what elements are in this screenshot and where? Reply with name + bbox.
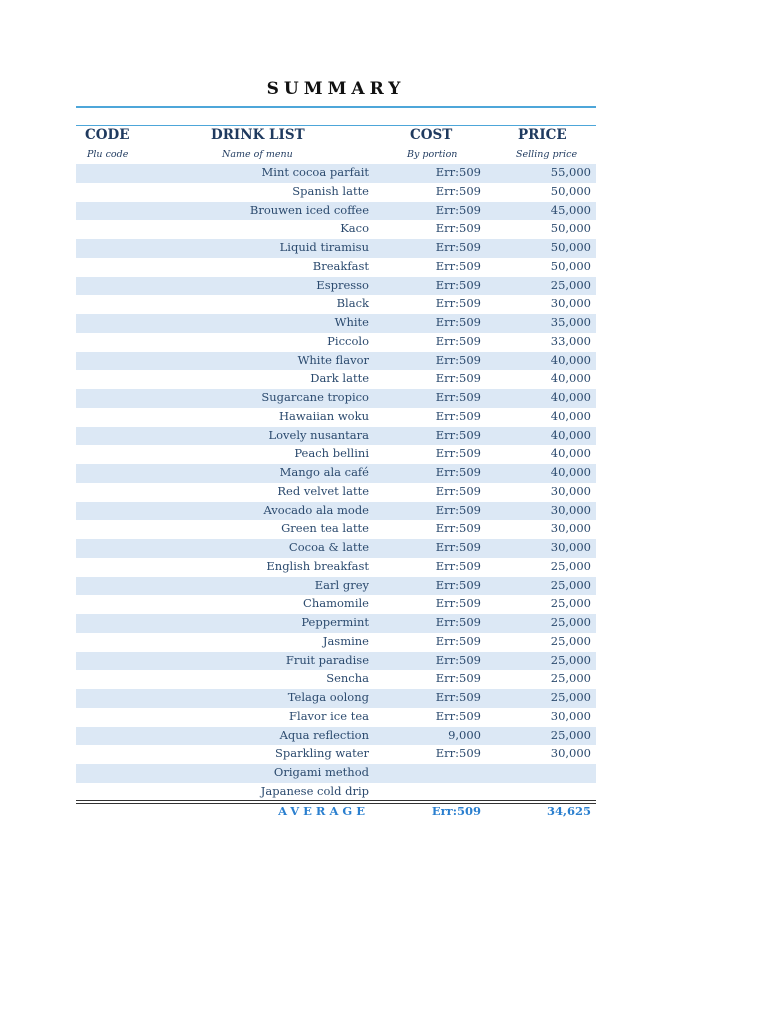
drink-cost: 9,000 bbox=[448, 727, 481, 742]
table-row bbox=[76, 277, 596, 296]
table-row bbox=[76, 202, 596, 221]
drink-price: 35,000 bbox=[550, 315, 591, 329]
subheader-drink: Name of menu bbox=[222, 149, 293, 160]
drink-name: Origami method bbox=[273, 765, 369, 779]
drink-cost: Err:509 bbox=[435, 333, 481, 348]
drink-cost: Err:509 bbox=[435, 446, 481, 461]
table-header bbox=[76, 127, 596, 163]
drink-name: Chamomile bbox=[303, 596, 369, 611]
drink-name: Aqua reflection bbox=[279, 727, 369, 742]
drink-name: Flavor ice tea bbox=[289, 708, 369, 723]
drink-name: Peach bellini bbox=[294, 446, 369, 461]
table-row bbox=[76, 352, 596, 371]
drink-cost: Err:509 bbox=[435, 427, 481, 442]
drink-price: 45,000 bbox=[550, 202, 591, 217]
table-row bbox=[76, 220, 596, 239]
table-row bbox=[76, 408, 596, 427]
drink-name: Sugarcane tropico bbox=[261, 390, 369, 404]
drink-table-body bbox=[76, 164, 596, 802]
drink-name: Brouwen iced coffee bbox=[249, 202, 369, 217]
subheader-price: Selling price bbox=[516, 149, 578, 160]
drink-price: 50,000 bbox=[550, 221, 591, 236]
average-price: 34,625 bbox=[546, 804, 591, 818]
table-row bbox=[76, 520, 596, 539]
header-code: CODE bbox=[85, 127, 130, 143]
drink-name: Red velvet latte bbox=[277, 483, 369, 498]
drink-cost: Err:509 bbox=[435, 652, 481, 667]
table-row bbox=[76, 389, 596, 408]
drink-name: Peppermint bbox=[301, 615, 369, 629]
drink-price: 25,000 bbox=[550, 577, 591, 592]
average-label: AVERAGE bbox=[278, 804, 369, 818]
table-row bbox=[76, 464, 596, 483]
drink-name: Hawaiian woku bbox=[278, 408, 369, 423]
drink-cost: Err:509 bbox=[435, 240, 481, 254]
drink-cost: Err:509 bbox=[435, 165, 481, 179]
drink-price: 25,000 bbox=[550, 671, 591, 686]
drink-name: Spanish latte bbox=[292, 183, 369, 198]
table-row bbox=[76, 258, 596, 277]
drink-cost: Err:509 bbox=[435, 577, 481, 592]
drink-price: 30,000 bbox=[550, 540, 591, 554]
table-row bbox=[76, 539, 596, 558]
drink-cost: Err:509 bbox=[435, 371, 481, 386]
drink-cost: Err:509 bbox=[435, 352, 481, 367]
table-row bbox=[76, 595, 596, 614]
drink-price: 25,000 bbox=[550, 652, 591, 667]
drink-price: 25,000 bbox=[550, 596, 591, 611]
drink-name: White bbox=[334, 315, 369, 329]
drink-price: 50,000 bbox=[550, 258, 591, 273]
table-row bbox=[76, 577, 596, 596]
drink-name: English breakfast bbox=[266, 558, 369, 573]
table-row bbox=[76, 370, 596, 389]
table-row bbox=[76, 783, 596, 802]
drink-name: Jasmine bbox=[322, 633, 369, 648]
page-title: SUMMARY bbox=[266, 79, 406, 99]
subheader-code: Plu code bbox=[87, 149, 129, 160]
table-row bbox=[76, 614, 596, 633]
drink-cost: Err:509 bbox=[435, 296, 481, 311]
table-row bbox=[76, 558, 596, 577]
drink-price: 30,000 bbox=[550, 296, 591, 311]
drink-name: Breakfast bbox=[312, 258, 369, 273]
drink-price: 50,000 bbox=[550, 183, 591, 198]
drink-cost: Err:509 bbox=[435, 465, 481, 479]
table-row bbox=[76, 427, 596, 446]
drink-cost: Err:509 bbox=[435, 221, 481, 236]
drink-cost: Err:509 bbox=[435, 690, 481, 704]
table-row bbox=[76, 727, 596, 746]
drink-cost: Err:509 bbox=[435, 183, 481, 198]
table-row bbox=[76, 745, 596, 764]
drink-name: Mint cocoa parfait bbox=[261, 165, 369, 179]
average-cost: Err:509 bbox=[431, 804, 481, 818]
drink-name: Piccolo bbox=[327, 333, 369, 348]
drink-name: Liquid tiramisu bbox=[279, 240, 369, 254]
drink-cost: Err:509 bbox=[435, 746, 481, 761]
table-row bbox=[76, 295, 596, 314]
drink-price: 40,000 bbox=[550, 427, 591, 442]
drink-price: 30,000 bbox=[550, 502, 591, 517]
drink-price: 30,000 bbox=[550, 746, 591, 761]
table-row bbox=[76, 502, 596, 521]
drink-cost: Err:509 bbox=[435, 708, 481, 723]
drink-price: 40,000 bbox=[550, 408, 591, 423]
drink-name: Sparkling water bbox=[275, 746, 369, 761]
drink-name: Black bbox=[336, 296, 369, 311]
drink-price: 40,000 bbox=[550, 446, 591, 461]
drink-cost: Err:509 bbox=[435, 540, 481, 554]
drink-name: Espresso bbox=[316, 277, 369, 292]
table-row bbox=[76, 764, 596, 783]
drink-name: Green tea latte bbox=[281, 521, 369, 536]
drink-cost: Err:509 bbox=[435, 558, 481, 573]
drink-name: Japanese cold drip bbox=[260, 783, 369, 798]
table-row bbox=[76, 183, 596, 202]
table-row bbox=[76, 670, 596, 689]
drink-name: Avocado ala mode bbox=[263, 502, 369, 517]
drink-price: 30,000 bbox=[550, 521, 591, 536]
table-row bbox=[76, 708, 596, 727]
drink-price: 25,000 bbox=[550, 690, 591, 704]
drink-name: Dark latte bbox=[310, 371, 369, 386]
table-row bbox=[76, 483, 596, 502]
table-row bbox=[76, 445, 596, 464]
header-price: PRICE bbox=[518, 127, 567, 143]
drink-name: Sencha bbox=[326, 671, 369, 686]
drink-cost: Err:509 bbox=[435, 502, 481, 517]
table-row bbox=[76, 239, 596, 258]
drink-cost: Err:509 bbox=[435, 202, 481, 217]
drink-price: 33,000 bbox=[550, 333, 591, 348]
average-row bbox=[76, 803, 596, 821]
subheader-cost: By portion bbox=[407, 149, 458, 160]
drink-name: White flavor bbox=[297, 352, 369, 367]
drink-cost: Err:509 bbox=[435, 615, 481, 629]
drink-cost: Err:509 bbox=[435, 521, 481, 536]
drink-cost: Err:509 bbox=[435, 483, 481, 498]
drink-name: Earl grey bbox=[314, 577, 369, 592]
table-row bbox=[76, 633, 596, 652]
drink-price: 25,000 bbox=[550, 558, 591, 573]
drink-cost: Err:509 bbox=[435, 277, 481, 292]
drink-price: 40,000 bbox=[550, 371, 591, 386]
drink-cost: Err:509 bbox=[435, 671, 481, 686]
table-row bbox=[76, 164, 596, 183]
drink-price: 25,000 bbox=[550, 615, 591, 629]
table-row bbox=[76, 689, 596, 708]
drink-cost: Err:509 bbox=[435, 596, 481, 611]
table-row bbox=[76, 333, 596, 352]
drink-price: 30,000 bbox=[550, 483, 591, 498]
header-divider bbox=[76, 125, 596, 126]
drink-cost: Err:509 bbox=[435, 390, 481, 404]
header-cost: COST bbox=[410, 127, 453, 143]
drink-cost: Err:509 bbox=[435, 315, 481, 329]
drink-price: 25,000 bbox=[550, 633, 591, 648]
drink-price: 55,000 bbox=[550, 165, 591, 179]
drink-price: 40,000 bbox=[550, 352, 591, 367]
header-drink-list: DRINK LIST bbox=[211, 127, 305, 143]
drink-name: Fruit paradise bbox=[285, 652, 369, 667]
drink-price: 25,000 bbox=[550, 727, 591, 742]
drink-price: 50,000 bbox=[550, 240, 591, 254]
drink-price: 40,000 bbox=[550, 465, 591, 479]
title-divider bbox=[76, 106, 596, 108]
drink-name: Mango ala café bbox=[279, 465, 369, 479]
drink-name: Kaco bbox=[340, 221, 369, 236]
table-row bbox=[76, 314, 596, 333]
table-row bbox=[76, 652, 596, 671]
drink-cost: Err:509 bbox=[435, 408, 481, 423]
drink-cost: Err:509 bbox=[435, 258, 481, 273]
drink-cost: Err:509 bbox=[435, 633, 481, 648]
drink-price: 25,000 bbox=[550, 277, 591, 292]
drink-price: 30,000 bbox=[550, 708, 591, 723]
drink-price: 40,000 bbox=[550, 390, 591, 404]
drink-name: Telaga oolong bbox=[287, 690, 369, 704]
drink-name: Cocoa & latte bbox=[288, 540, 369, 554]
drink-name: Lovely nusantara bbox=[268, 427, 369, 442]
